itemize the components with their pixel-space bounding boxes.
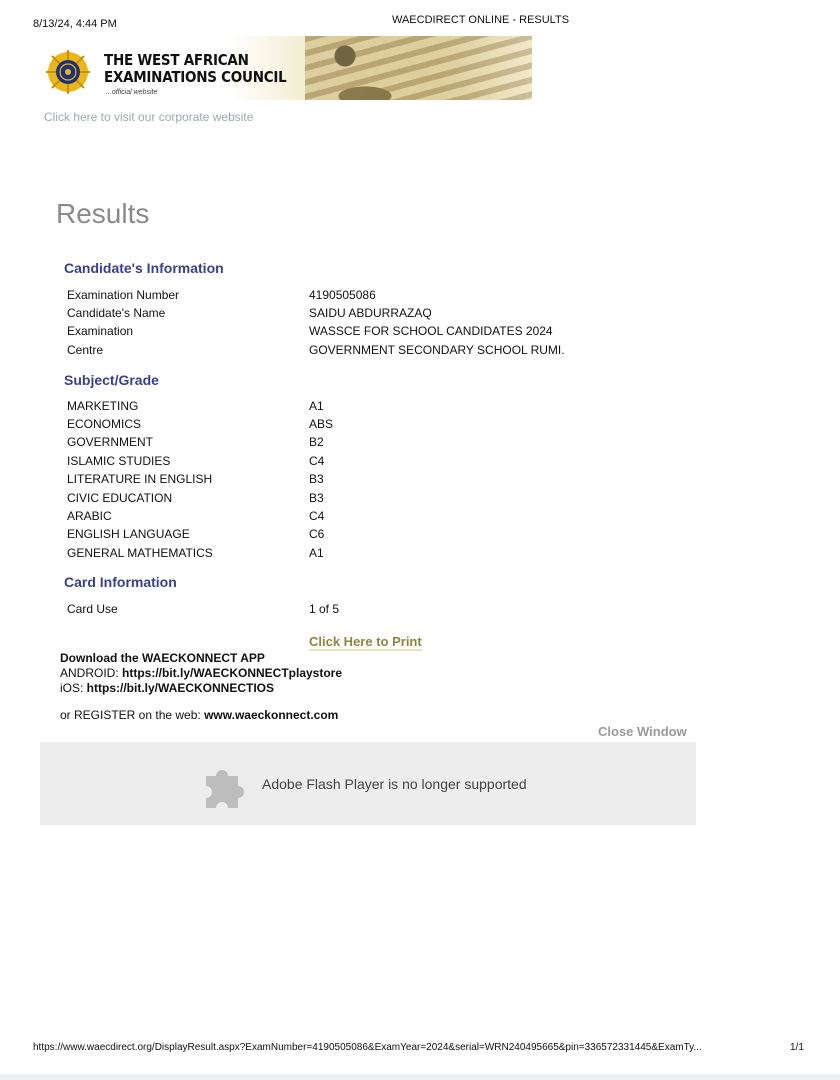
puzzle-piece-icon [202, 764, 248, 808]
waec-banner [40, 36, 532, 100]
subject-row [67, 491, 627, 509]
council-name-line1: THE WEST AFRICAN [104, 51, 249, 69]
subject-grade: ABS [309, 417, 334, 431]
flash-placeholder [40, 742, 696, 825]
subject-grade: C4 [309, 509, 325, 523]
card-use-label: Card Use [67, 602, 118, 616]
card-use-row [67, 602, 627, 620]
subject-grade: C6 [309, 527, 325, 541]
subject-row [67, 527, 627, 545]
flash-unsupported-message: Adobe Flash Player is no longer supported [262, 776, 527, 792]
subject-grade: B3 [309, 472, 324, 486]
subject-grade: C4 [309, 454, 325, 468]
subject-row [67, 454, 627, 472]
footer-url: https://www.waecdirect.org/DisplayResult.aspx?ExamNumber=4190505086&ExamYear=2024&serial=WRN240495665&pin=336572331445&ExamTy... [33, 1042, 702, 1053]
candidate-info-heading: Candidate's Information [64, 260, 224, 276]
banner-photo [305, 36, 532, 100]
subject-name: ARABIC [67, 509, 112, 523]
council-name-line2: EXAMINATIONS COUNCIL [104, 68, 287, 86]
android-line [60, 666, 342, 680]
subject-row [67, 472, 627, 490]
subject-name: CIVIC EDUCATION [67, 491, 173, 505]
council-name [104, 52, 286, 86]
subject-row [67, 546, 627, 564]
footer-page-number: 1/1 [790, 1042, 804, 1053]
subject-row [67, 435, 627, 453]
android-link[interactable]: https://bit.ly/WAECKONNECTplaystore [122, 666, 343, 680]
subject-row [67, 509, 627, 527]
corporate-website-link[interactable]: Click here to visit our corporate website [44, 110, 254, 124]
register-label: or REGISTER on the web: [60, 708, 205, 722]
subject-grade-heading: Subject/Grade [64, 372, 159, 388]
ios-line [60, 681, 274, 695]
waec-logo-icon [46, 50, 90, 94]
app-download-heading: Download the WAECKONNECT APP [60, 651, 265, 665]
bottom-bar [0, 1074, 840, 1080]
subject-name: GENERAL MATHEMATICS [67, 546, 213, 560]
subject-name: ISLAMIC STUDIES [67, 454, 171, 468]
print-date: 8/13/24, 4:44 PM [33, 18, 117, 30]
candidate-label: Centre [67, 343, 104, 357]
subject-name: MARKETING [67, 399, 139, 413]
print-page-title: WAECDIRECT ONLINE - RESULTS [392, 14, 570, 26]
candidate-label: Examination [67, 324, 134, 338]
card-use-value: 1 of 5 [309, 602, 340, 616]
subject-grade: B2 [309, 435, 324, 449]
candidate-row [67, 288, 627, 306]
close-window-link[interactable]: Close Window [598, 724, 687, 739]
ios-link[interactable]: https://bit.ly/WAECKONNECTIOS [86, 681, 275, 695]
subject-name: GOVERNMENT [67, 435, 154, 449]
subject-row [67, 417, 627, 435]
candidate-value: GOVERNMENT SECONDARY SCHOOL RUMI. [309, 343, 565, 357]
ios-label: iOS: [60, 681, 87, 695]
candidate-label: Examination Number [67, 288, 180, 302]
register-line [60, 708, 338, 722]
candidate-row [67, 324, 627, 342]
subject-name: ENGLISH LANGUAGE [67, 527, 190, 541]
candidate-value: SAIDU ABDURRAZAQ [309, 306, 432, 320]
subject-grade: A1 [309, 399, 324, 413]
candidate-label: Candidate's Name [67, 306, 166, 320]
card-info-heading: Card Information [64, 574, 177, 590]
subject-grade: A1 [309, 546, 324, 560]
page-title: Results [56, 198, 150, 229]
official-website-tagline: ...official website [106, 89, 158, 96]
subject-name: ECONOMICS [67, 417, 142, 431]
print-link[interactable]: Click Here to Print [309, 634, 422, 649]
register-link[interactable]: www.waeckonnect.com [204, 708, 339, 722]
candidate-row [67, 306, 627, 324]
subject-name: LITERATURE IN ENGLISH [67, 472, 213, 486]
candidate-value: 4190505086 [309, 288, 376, 302]
candidate-value: WASSCE FOR SCHOOL CANDIDATES 2024 [309, 324, 553, 338]
android-label: ANDROID: [60, 666, 123, 680]
candidate-row [67, 343, 627, 361]
subject-grade: B3 [309, 491, 324, 505]
subject-row [67, 399, 627, 417]
